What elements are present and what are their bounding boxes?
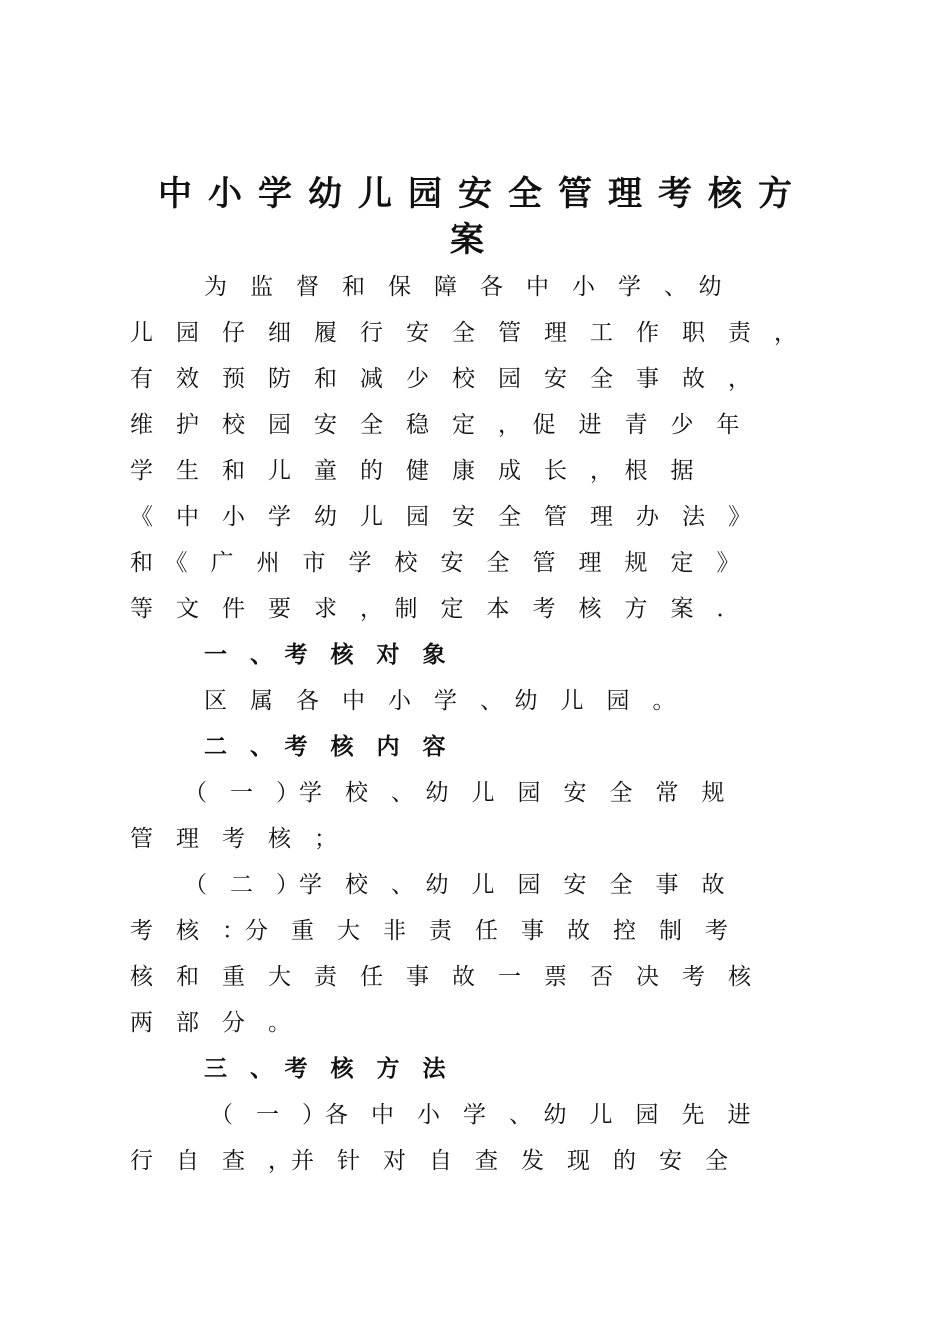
body-line: 为 监 督 和 保 障 各 中 小 学 、 幼 bbox=[204, 274, 722, 300]
document-title: 中小学幼儿园安全管理考核方 bbox=[158, 174, 808, 214]
body-line: 有 效 预 防 和 减 少 校 园 安 全 事 故 ， bbox=[130, 366, 751, 392]
body-line: （ 一 ）学 校 、 幼 儿 园 安 全 常 规 bbox=[184, 780, 725, 806]
document-title-continuation: 案 bbox=[450, 220, 500, 260]
body-line: 维 护 校 园 安 全 稳 定 ， 促 进 青 少 年 bbox=[130, 412, 740, 438]
body-line: 管 理 考 核 ； bbox=[130, 826, 337, 852]
section-heading-2: 二 、 考 核 内 容 bbox=[204, 734, 446, 760]
body-line: （ 二 ）学 校 、 幼 儿 园 安 全 事 故 bbox=[184, 872, 725, 898]
body-line: 考 核 ：分 重 大 非 责 任 事 故 控 制 考 bbox=[130, 918, 728, 944]
body-line: 和 《 广 州 市 学 校 安 全 管 理 规 定 》 bbox=[130, 550, 740, 576]
body-line: 学 生 和 儿 童 的 健 康 成 长 ， 根 据 bbox=[130, 458, 694, 484]
body-line: （ 一 ）各 中 小 学 、 幼 儿 园 先 进 bbox=[210, 1102, 751, 1128]
body-line: 等 文 件 要 求 ， 制 定 本 考 核 方 案 ． bbox=[130, 596, 740, 622]
body-line: 《 中 小 学 幼 儿 园 安 全 管 理 办 法 》 bbox=[130, 504, 751, 530]
body-line: 两 部 分 。 bbox=[130, 1010, 291, 1036]
body-line: 区 属 各 中 小 学 、 幼 儿 园 。 bbox=[204, 688, 676, 714]
section-heading-3: 三 、 考 核 方 法 bbox=[204, 1056, 446, 1082]
body-line: 核 和 重 大 责 任 事 故 一 票 否 决 考 核 bbox=[130, 964, 751, 990]
body-line: 儿 园 仔 细 履 行 安 全 管 理 工 作 职 责 ， bbox=[130, 320, 797, 346]
section-heading-1: 一 、 考 核 对 象 bbox=[204, 642, 446, 668]
body-line: 行 自 查 ，并 针 对 自 查 发 现 的 安 全 bbox=[130, 1148, 728, 1174]
